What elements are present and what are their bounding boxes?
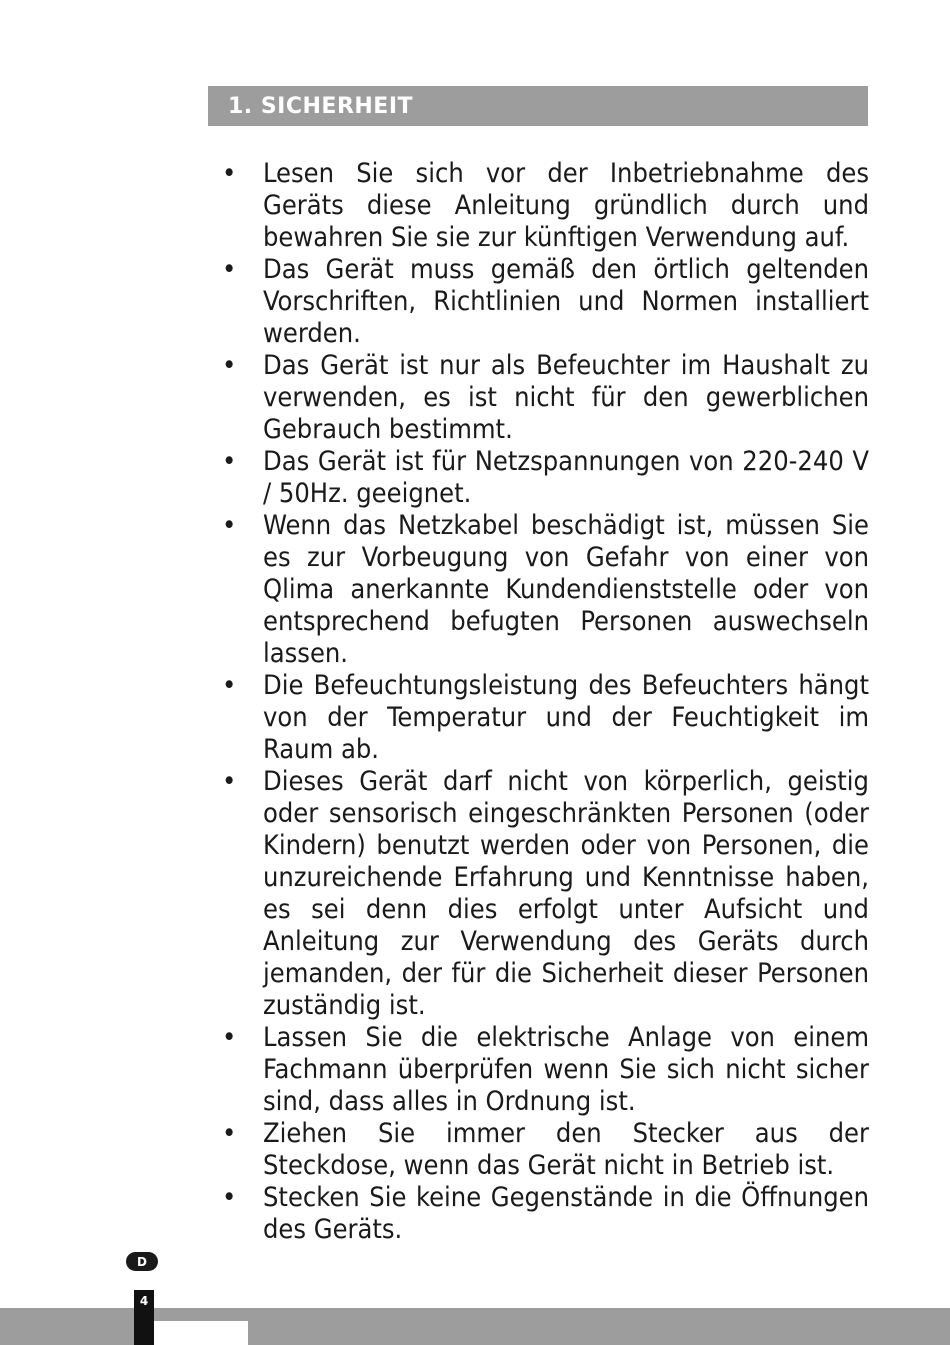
- bullet-icon: •: [222, 254, 237, 285]
- list-item-text: Lassen Sie die elektrische Anlage von einem Fachmann überprüfen wenn Sie sich nicht sicher sind, dass alles in Ordnung ist.: [263, 1022, 869, 1117]
- section-title: 1. SICHERHEIT: [228, 93, 414, 119]
- bullet-icon: •: [222, 1182, 237, 1213]
- list-item-text: Das Gerät ist nur als Befeuchter im Haushalt zu verwenden, es ist nicht für den gewerblichen Gebrauch bestimmt.: [263, 350, 869, 445]
- footer-gap: [154, 1321, 248, 1345]
- list-item-text: Dieses Gerät darf nicht von körperlich, geistig oder sensorisch eingeschränkten Personen (oder Kindern) benutzt werden oder von Personen, die unzureichende Erfahrung und Kenntnisse haben, es sei denn dies erfolgt unter Aufsicht und Anleitung zur Verwendung des Geräts durch jemanden, der für die Sicherheit dieser Personen zuständig ist.: [263, 766, 869, 1021]
- bullet-icon: •: [222, 1022, 237, 1053]
- list-item: [222, 1022, 869, 1118]
- list-item-text: Das Gerät muss gemäß den örtlich geltenden Vorschriften, Richtlinien und Normen installiert werden.: [263, 254, 869, 349]
- list-item: [222, 670, 869, 766]
- list-item: [222, 446, 869, 510]
- list-item: [222, 766, 869, 1022]
- bullet-icon: •: [222, 510, 237, 541]
- bullet-icon: •: [222, 670, 237, 701]
- section-header: [208, 86, 868, 126]
- list-item: [222, 158, 869, 254]
- page-number: 4: [134, 1290, 154, 1345]
- bullet-icon: •: [222, 158, 237, 189]
- bullet-icon: •: [222, 446, 237, 477]
- list-item-text: Lesen Sie sich vor der Inbetriebnahme des Geräts diese Anleitung gründlich durch und bewahren Sie sie zur künftigen Verwendung auf.: [263, 158, 869, 253]
- list-item-text: Das Gerät ist für Netzspannungen von 220-240 V / 50Hz. geeignet.: [263, 446, 869, 509]
- language-badge: D: [126, 1252, 158, 1271]
- list-item-text: Wenn das Netzkabel beschädigt ist, müssen Sie es zur Vorbeugung von Gefahr von einer von Qlima anerkannte Kundendienststelle oder von entsprechend befugten Personen auswechseln lassen.: [263, 510, 869, 669]
- bullet-icon: •: [222, 1118, 237, 1149]
- list-item: [222, 510, 869, 670]
- bullet-icon: •: [222, 766, 237, 797]
- list-item-text: Stecken Sie keine Gegenstände in die Öffnungen des Geräts.: [263, 1182, 869, 1245]
- list-item: [222, 254, 869, 350]
- list-item: [222, 1118, 869, 1182]
- list-item: [222, 350, 869, 446]
- list-item-text: Ziehen Sie immer den Stecker aus der Steckdose, wenn das Gerät nicht in Betrieb ist.: [263, 1118, 869, 1181]
- bullet-icon: •: [222, 350, 237, 381]
- safety-bullet-list: [222, 158, 869, 1246]
- list-item-text: Die Befeuchtungsleistung des Befeuchters hängt von der Temperatur und der Feuchtigkeit im Raum ab.: [263, 670, 869, 765]
- list-item: [222, 1182, 869, 1246]
